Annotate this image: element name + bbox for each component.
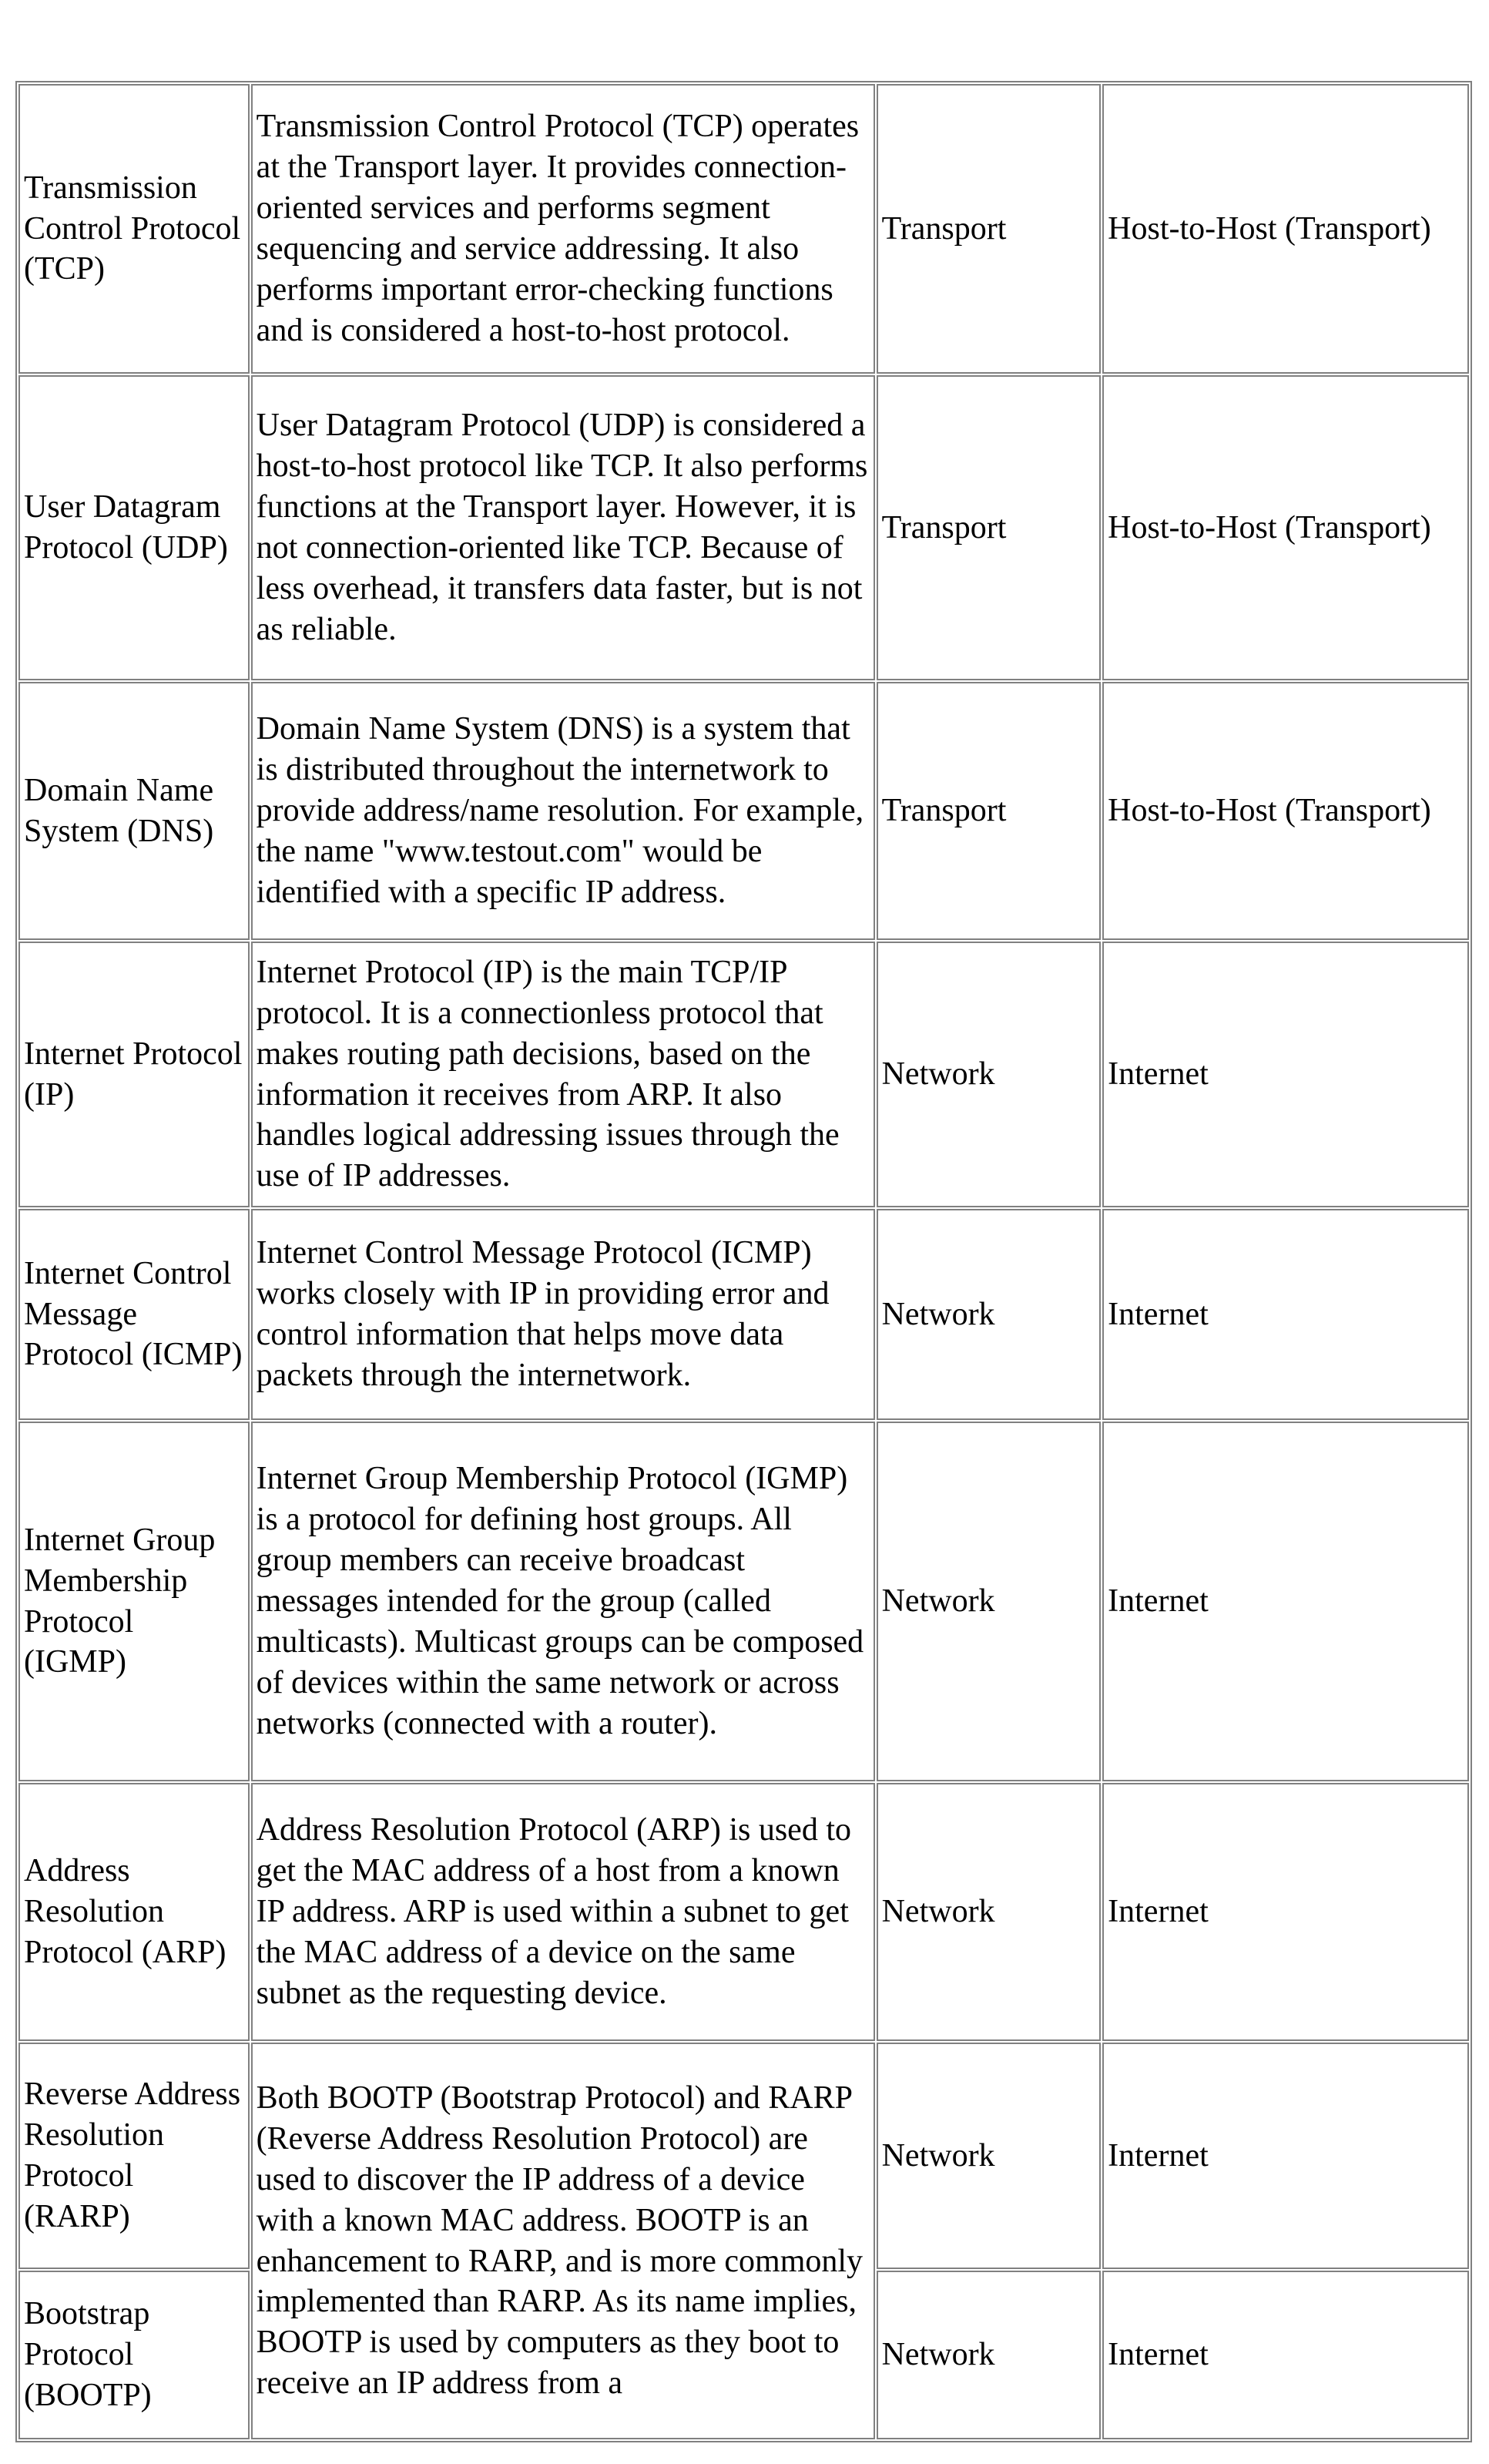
protocol-description-cell: Both BOOTP (Bootstrap Protocol) and RARP (Reverse Address Resolution Protocol) are used to discover the IP address of a device with a known MAC address. BOOTP is an enhancement to RARP, and is more commonly implemented than RARP. As its name implies, BOOTP is used by computers as they boot to receive an IP address from a (251, 2043, 875, 2439)
protocol-description-cell: Address Resolution Protocol (ARP) is used to get the MAC address of a host from a known IP address. ARP is used within a subnet to get the MAC address of a device on the same subnet as the requesting device. (251, 1783, 875, 2041)
osi-layer-cell: Network (877, 2271, 1102, 2439)
protocol-name-cell: Transmission Control Protocol (TCP) (18, 84, 250, 374)
protocol-name-cell: Reverse Address Resolution Protocol (RARP) (18, 2043, 250, 2269)
table-row (18, 1422, 1469, 1781)
model-layer-cell: Internet (1102, 1422, 1469, 1781)
osi-layer-cell: Transport (877, 375, 1102, 680)
table-row (18, 682, 1469, 940)
osi-layer-cell: Transport (877, 84, 1102, 374)
protocol-table (15, 81, 1472, 2442)
protocol-name-cell: Address Resolution Protocol (ARP) (18, 1783, 250, 2041)
table-row (18, 375, 1469, 680)
model-layer-cell: Internet (1102, 1209, 1469, 1420)
model-layer-cell: Host-to-Host (Transport) (1102, 375, 1469, 680)
model-layer-cell: Internet (1102, 2271, 1469, 2439)
protocol-description-cell: Domain Name System (DNS) is a system that is distributed throughout the internetwork to provide address/name resolution. For example, the name "www.testout.com" would be identified with a specific IP address. (251, 682, 875, 940)
osi-layer-cell: Network (877, 1209, 1102, 1420)
protocol-name-cell: User Datagram Protocol (UDP) (18, 375, 250, 680)
model-layer-cell: Internet (1102, 2043, 1469, 2269)
model-layer-cell: Internet (1102, 942, 1469, 1207)
model-layer-cell: Host-to-Host (Transport) (1102, 84, 1469, 374)
protocol-name-cell: Internet Group Membership Protocol (IGMP) (18, 1422, 250, 1781)
osi-layer-cell: Network (877, 1783, 1102, 2041)
protocol-description-cell: User Datagram Protocol (UDP) is considered a host-to-host protocol like TCP. It also performs functions at the Transport layer. However, it is not connection-oriented like TCP. Because of less overhead, it transfers data faster, but is not as reliable. (251, 375, 875, 680)
protocol-name-cell: Bootstrap Protocol (BOOTP) (18, 2271, 250, 2439)
osi-layer-cell: Network (877, 2043, 1102, 2269)
table-row (18, 2043, 1469, 2269)
table-row (18, 1783, 1469, 2041)
protocol-name-cell: Internet Control Message Protocol (ICMP) (18, 1209, 250, 1420)
protocol-description-cell: Transmission Control Protocol (TCP) operates at the Transport layer. It provides connection-oriented services and performs segment sequencing and service addressing. It also performs important error-checking functions and is considered a host-to-host protocol. (251, 84, 875, 374)
protocol-name-cell: Internet Protocol (IP) (18, 942, 250, 1207)
osi-layer-cell: Network (877, 1422, 1102, 1781)
protocol-description-cell: Internet Control Message Protocol (ICMP) works closely with IP in providing error and control information that helps move data packets through the internetwork. (251, 1209, 875, 1420)
osi-layer-cell: Transport (877, 682, 1102, 940)
model-layer-cell: Host-to-Host (Transport) (1102, 682, 1469, 940)
table-row (18, 1209, 1469, 1420)
table-row (18, 84, 1469, 374)
model-layer-cell: Internet (1102, 1783, 1469, 2041)
osi-layer-cell: Network (877, 942, 1102, 1207)
protocol-name-cell: Domain Name System (DNS) (18, 682, 250, 940)
protocol-description-cell: Internet Group Membership Protocol (IGMP) is a protocol for defining host groups. All group members can receive broadcast messages intended for the group (called multicasts). Multicast groups can be composed of devices within the same network or across networks (connected with a router). (251, 1422, 875, 1781)
table-row (18, 942, 1469, 1207)
protocol-description-cell: Internet Protocol (IP) is the main TCP/IP protocol. It is a connectionless protocol that makes routing path decisions, based on the information it receives from ARP. It also handles logical addressing issues through the use of IP addresses. (251, 942, 875, 1207)
